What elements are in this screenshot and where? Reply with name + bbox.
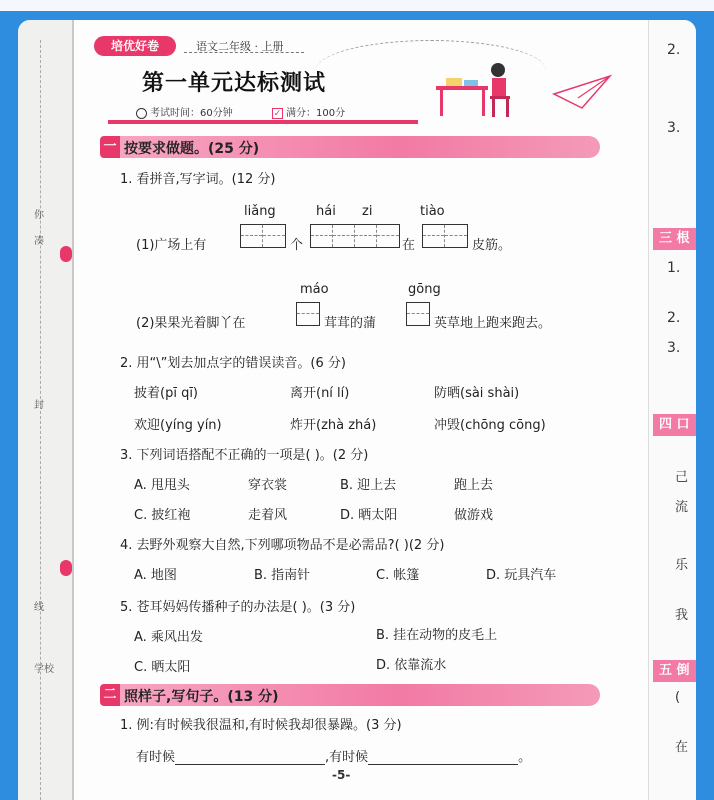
pinyin: tiào [420,204,445,219]
question-number: 2. [667,310,681,326]
option-d[interactable]: D. 依靠流水 [376,658,447,673]
pinyin: máo [300,282,329,297]
binding-dashed-line [40,40,41,800]
option-c[interactable]: C. 披红袍 [134,508,191,523]
spine-marker [60,246,72,262]
partial-text: 乐 [675,558,689,573]
sentence-template: 有时候 ,有时候 。 [136,750,532,765]
question-1-line-1-mid: 个 [290,238,304,253]
checkmark-icon: ✓ [273,108,282,119]
spine-label: 封 [34,400,44,411]
partial-text: 己 [675,470,689,485]
option-a-part: 穿衣裳 [248,478,288,493]
partial-text: ( [675,690,681,705]
grade-underline [184,52,304,53]
full-score: ✓ 满分：100分 [273,108,346,119]
exam-page [84,20,644,800]
title-underline [108,120,418,124]
option-c[interactable]: C. 晒太阳 [134,660,191,675]
spine-label: 凑 [34,236,44,247]
exam-time: 考试时间：60分钟 [136,104,233,119]
binding-margin [18,20,74,800]
question-4-title: 4. 去野外观察大自然,下列哪项物品不是必需品?( )(2 分) [120,538,445,553]
top-strip [0,0,714,14]
question-number: 1. [667,260,681,276]
question-1-line-1-suffix: 皮筋。 [472,238,512,253]
question-1-line-2-mid: 茸茸的蒲 [324,316,377,331]
question-number: 3. [667,120,681,136]
series-badge: 培优好卷 [94,36,176,56]
student-at-desk-illustration [432,60,522,120]
section-tab: 五 倒 [653,660,696,682]
spine-marker [60,560,72,576]
option-a[interactable]: A. 地图 [134,568,177,583]
question-1-title: 1. 看拼音,写字词。(12 分) [120,172,276,187]
question-number: 3. [667,340,681,356]
question-1-line-2-suffix: 英草地上跑来跑去。 [434,316,552,331]
section-1-header [100,136,600,158]
section-title: 照样子,写句子。(13 分) [124,689,279,705]
paper-plane-icon [552,72,612,112]
reading-choice[interactable]: 防晒(sài shài) [434,386,520,401]
section-tab: 三 根 [653,228,696,250]
page-number: -5- [332,768,351,782]
reading-choice[interactable]: 欢迎(yíng yín) [134,418,222,433]
option-d-part: 做游戏 [454,508,494,523]
option-d[interactable]: D. 晒太阳 [340,508,398,523]
writing-grid[interactable] [240,224,286,248]
question-1-line-1-prefix: (1)广场上有 [136,238,207,253]
spine-label: 学校 [34,664,54,675]
partial-text: 流 [675,500,689,515]
section-2-header [100,684,600,706]
writing-grid[interactable] [310,224,400,248]
reading-choice[interactable]: 炸开(zhà zhá) [290,418,377,433]
next-page-edge [648,20,696,800]
writing-grid[interactable] [422,224,468,248]
option-c-part: 走着风 [248,508,288,523]
clock-icon [136,108,147,119]
section-2-question-1-title: 1. 例:有时候我很温和,有时候我却很暴躁。(3 分) [120,718,402,733]
question-1-line-1-mid: 在 [402,238,416,253]
pinyin: zi [362,204,373,219]
option-a[interactable]: A. 甩甩头 [134,478,190,493]
option-a[interactable]: A. 乘风出发 [134,630,203,645]
question-number: 2. [667,42,681,58]
option-d[interactable]: D. 玩具汽车 [486,568,557,583]
writing-grid[interactable] [406,302,430,326]
option-b[interactable]: B. 指南针 [254,568,311,583]
section-number: 一 [100,136,120,158]
pinyin: hái [316,204,336,219]
question-1-line-2-prefix: (2)果果光着脚丫在 [136,316,246,331]
page-title: 第一单元达标测试 [142,71,327,96]
pinyin: liǎng [244,204,276,219]
answer-blank[interactable] [175,753,325,765]
question-5-title: 5. 苍耳妈妈传播种子的办法是( )。(3 分) [120,600,356,615]
option-b-part: 跑上去 [454,478,494,493]
question-3-title: 3. 下列词语搭配不正确的一项是( )。(2 分) [120,448,369,463]
spine-label: 线 [34,602,44,613]
section-tab: 四 口 [653,414,696,436]
question-2-title: 2. 用“\”划去加点字的错误读音。(6 分) [120,356,346,371]
writing-grid[interactable] [296,302,320,326]
option-b[interactable]: B. 迎上去 [340,478,397,493]
reading-choice[interactable]: 披着(pī qī) [134,386,199,401]
reading-choice[interactable]: 离开(ní lí) [290,386,350,401]
section-number: 二 [100,684,120,706]
pinyin: gōng [408,282,441,297]
answer-blank[interactable] [368,753,518,765]
grade-label: 语文二年级 · 上册 [196,40,284,53]
partial-text: 在 [675,740,689,755]
spine-label: 你 [34,210,44,221]
reading-choice[interactable]: 冲毁(chōng cōng) [434,418,546,433]
partial-text: 我 [675,608,689,623]
option-b[interactable]: B. 挂在动物的皮毛上 [376,628,498,643]
section-title: 按要求做题。(25 分) [124,141,260,157]
book-spread [18,20,696,800]
option-c[interactable]: C. 帐篷 [376,568,420,583]
